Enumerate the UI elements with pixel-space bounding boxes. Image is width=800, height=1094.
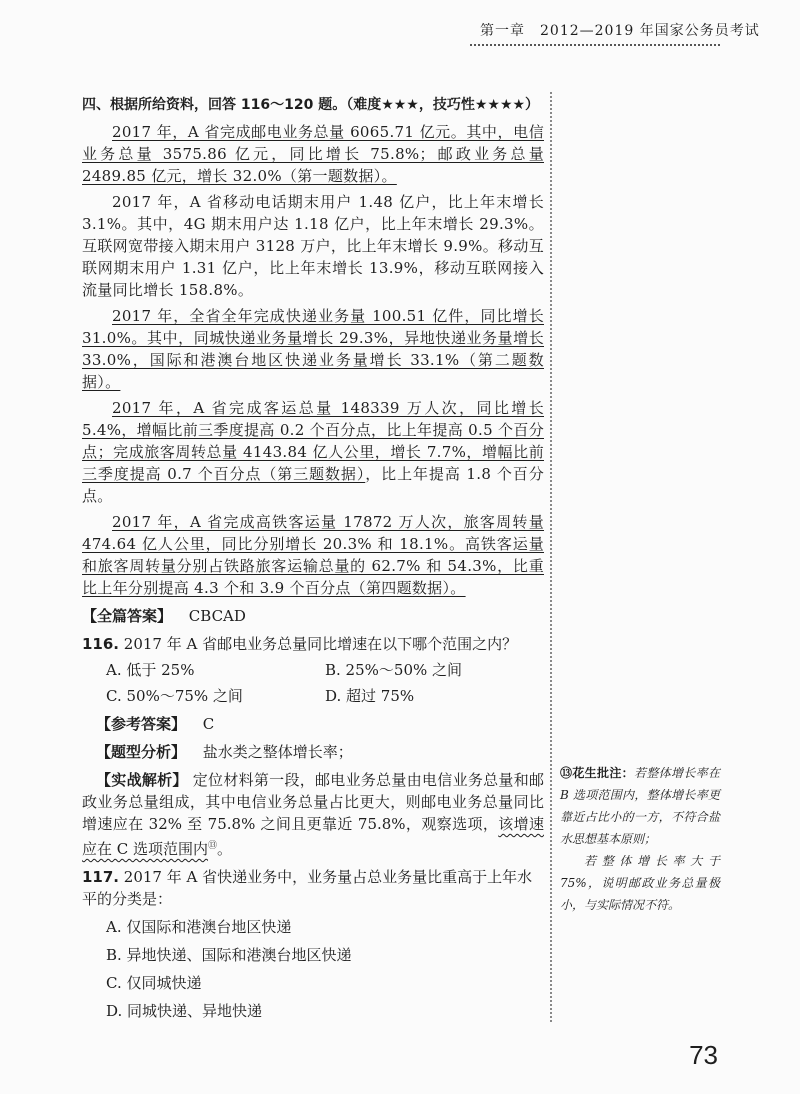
option-117-c: C. 仅同城快递 xyxy=(106,974,202,992)
full-answer xyxy=(82,605,544,627)
question-type-label: 【题型分析】 xyxy=(96,743,187,761)
paragraph-2: 2017 年，A 省移动电话期末用户 1.48 亿户，比上年末增长 3.1%。其中，4G 期末用户达 1.18 亿户，比上年末增长 29.3%。互联网宽带接入期末用户 3128 万户，比上年末增长 9.9%。移动互联网期末用户 1.31 亿户，比上年末增长 13.9%，移动互联网接入流量同比增长 158.8%。 xyxy=(82,193,544,299)
question-type xyxy=(96,741,544,763)
analysis xyxy=(82,769,544,860)
option-117-d: D. 同城快递、异地快递 xyxy=(106,1002,263,1020)
analysis-label: 【实战解析】 xyxy=(96,771,188,789)
annotation-mark: ⑬ xyxy=(208,841,218,851)
paragraph-1: 2017 年，A 省完成邮电业务总量 6065.71 亿元。其中，电信业务总量 3575.86 亿元，同比增长 75.8%；邮政业务总量 2489.85 亿元，增长 32.0%（第一题数据）。 xyxy=(82,123,544,185)
option-116-b: B. 25%～50% 之间 xyxy=(325,661,463,679)
question-type-value: 盐水类之整体增长率； xyxy=(202,743,353,761)
analysis-highlight: 该增速应在 C 选项范围内 xyxy=(82,815,544,858)
full-answer-label: 【全篇答案】 xyxy=(82,607,173,625)
side-note-text-1: 若整体增长率在 B 选项范围内，整体增长率更靠近占比小的一方，不符合盐水思想基本原则； xyxy=(560,766,720,846)
header-divider xyxy=(470,44,720,46)
paragraph-4-underlined: 2017 年，A 省完成客运总量 148339 万人次，同比增长 5.4%，增幅比前三季度提高 0.2 个百分点，比上年提高 0.5 个百分点；完成旅客周转总量 4143.84 亿人公里，增长 7.7%，增幅比前三季度提高 0.7 个百分点（第三题数据） xyxy=(82,399,544,483)
side-note-mark: ⑬ xyxy=(560,766,573,780)
paragraph-4-rest: ，比上年提高 1.8 个百分点。 xyxy=(82,465,545,505)
question-116-number: 116. xyxy=(82,635,120,653)
full-answer-value: CBCAD xyxy=(188,607,246,625)
reference-answer xyxy=(96,713,544,735)
reference-answer-label: 【参考答案】 xyxy=(96,715,187,733)
paragraph-3: 2017 年，全省全年完成快递业务量 100.51 亿件，同比增长 31.0%。其中，同城快递业务量增长 29.3%，异地快递业务量增长 33.0%，国际和港澳台地区快递业务量增长 33.1%（第二题数据）。 xyxy=(82,307,544,391)
paragraph-5: 2017 年，A 省完成高铁客运量 17872 万人次，旅客周转量 474.64 亿人公里，同比分别增长 20.3% 和 18.1%。高铁客运量和旅客周转量分别占铁路旅客运输总量的 62.7% 和 54.3%，比重比上年分别提高 4.3 个和 3.9 个百分点（第四题数据）。 xyxy=(82,513,544,597)
option-117-b: B. 异地快递、国际和港澳台地区快递 xyxy=(106,946,352,964)
side-note-text-2: 若整体增长率大于 75%，说明邮政业务总量极小，与实际情况不符。 xyxy=(560,854,720,912)
option-116-c: C. 50%～75% 之间 xyxy=(106,687,243,705)
running-header: 第一章 2012—2019 年国家公务员考试 xyxy=(480,23,760,39)
question-116 xyxy=(82,633,544,655)
section-title: 四、根据所给资料，回答 116～120 题。（难度★★★，技巧性★★★★） xyxy=(82,97,540,113)
question-116-stem: 2017 年 A 省邮电业务总量同比增速在以下哪个范围之内？ xyxy=(123,635,518,653)
question-116-options-row-1 xyxy=(106,659,544,681)
side-note-tag: 花生批注： xyxy=(572,766,634,780)
option-117-a: A. 仅国际和港澳台地区快递 xyxy=(106,918,292,936)
main-column xyxy=(82,94,544,1022)
reference-answer-value: C xyxy=(202,715,215,733)
side-note xyxy=(560,762,720,916)
paragraph-4 xyxy=(82,397,544,507)
question-116-options-row-2 xyxy=(106,685,544,707)
analysis-text: 定位材料第一段，邮电业务总量由电信业务总量和邮政业务总量组成，其中电信业务总量占比更大，则邮电业务总量同比增速应在 32% 至 75.8% 之间且更靠近 75.8%，观察选项， xyxy=(82,771,544,833)
option-116-d: D. 超过 75% xyxy=(325,687,415,705)
analysis-end: 。 xyxy=(217,840,233,858)
margin-divider xyxy=(550,92,552,1022)
question-117-number: 117. xyxy=(82,868,120,886)
option-116-a: A. 低于 25% xyxy=(106,661,195,679)
page-number: 73 xyxy=(689,1040,718,1070)
question-117 xyxy=(82,866,544,910)
question-117-stem: 2017 年 A 省快递业务中，业务量占总业务量比重高于上年水平的分类是： xyxy=(82,868,533,908)
